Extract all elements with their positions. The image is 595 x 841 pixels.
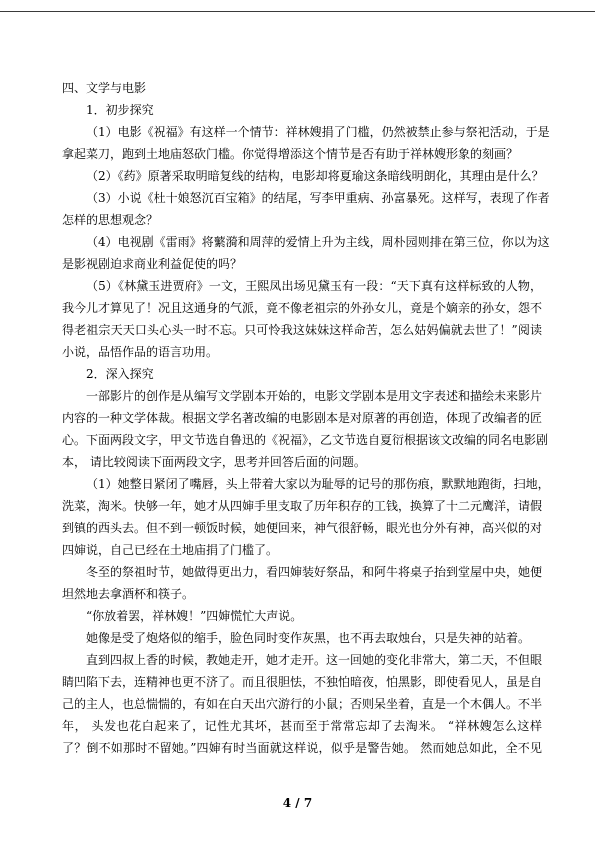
intro-text-line: 本， 请比较阅读下面两段文字，思考并回答后面的问题。 (62, 455, 366, 469)
excerpt-text-line: （1）她整日紧闭了嘴唇，头上带着大家以为耻辱的记号的那伤痕，默默地跑街，扫地， (86, 477, 550, 491)
question-5 (62, 275, 542, 363)
question-text-line: （4）电视剧《雷雨》将蘩漪和周萍的爱情上升为主线，周朴园则排在第三位，你以为这 (86, 235, 550, 249)
question-text-line: 是影视剧迫求商业利益促使的吗？ (62, 257, 243, 271)
intro-text-line: 内容的一种文学体裁。根据文学名著改编的电影剧本是对原著的再创造，体现了改编者的匠 (62, 411, 543, 425)
subsection-heading-in-depth: 2．深入探究 (86, 367, 154, 381)
question-1 (62, 121, 550, 165)
excerpt-text-line: 了？倒不如那时不留她。”四婶有时当面就这样说，似乎是警告她。 然而她总如此，全不见 (62, 741, 542, 755)
question-text-line: （1）电影《祝福》有这样一个情节：祥林嫂捐了门槛，仍然被禁止参与祭祀活动，于是 (86, 125, 550, 139)
excerpt-text-line: 四婶说，自己已经在土地庙捐了门槛了。 (62, 543, 279, 557)
question-text-line: （5）《林黛玉进贾府》一文，王熙凤出场见黛玉有一段：“天下真有这样标致的人物， (86, 279, 542, 293)
excerpt-text-line: 己的主人，也总惴惴的，有如在白天出穴游行的小鼠；否则呆坐着，直是一个木偶人。不半 (62, 697, 543, 711)
intro-text-line: 一部影片的创作是从编写文学剧本开始的，电影文学剧本是用文字表述和描绘未来影片 (86, 389, 543, 403)
excerpt-paragraph (62, 627, 542, 649)
excerpt-paragraph (62, 473, 550, 561)
excerpt-text-line: “你放着罢，祥林嫂！”四婶慌忙大声说。 (86, 609, 303, 623)
section-title: 四、文学与电影 (62, 81, 147, 95)
excerpt-text-line: 冬至的祭祖时节，她做得更出力，看四婶装好祭品，和阿牛将桌子抬到堂屋中央，她便 (86, 565, 543, 579)
header-rule (0, 11, 595, 12)
question-2 (62, 165, 542, 187)
excerpt-paragraph (62, 561, 542, 605)
in-depth-intro (62, 385, 549, 473)
excerpt-paragraph (62, 649, 542, 759)
excerpt-text-line: 年， 头发也花白起来了，记性尤其坏，甚而至于常常忘却了去淘米。 “祥林嫂怎么这样 (62, 719, 542, 733)
excerpt-text-line: 直到四叔上香的时候，教她走开，她才走开。这一回她的变化非常大，第二天，不但眼 (86, 653, 543, 667)
page-number: 4 / 7 (282, 796, 313, 810)
excerpt-text-line: 她像是受了炮烙似的缩手，脸色同时变作灰黑，也不再去取烛台，只是失神的站着。 (86, 631, 531, 645)
question-text-line: 拿起菜刀，跑到土地庙怒砍门槛。你觉得增添这个情节是否有助于祥林嫂形象的刻画？ (62, 147, 519, 161)
excerpt-text-line: 洗菜，淘米。快够一年，她才从四婶手里支取了历年积存的工钱，换算了十二元鹰洋，请假 (62, 499, 543, 513)
subsection-heading-preliminary: 1．初步探究 (86, 103, 154, 117)
question-text-line: 得老祖宗天天口头心头一时不忘。只可怜我这妹妹这样命苦，怎么姑妈偏就去世了！”阅读 (62, 323, 542, 337)
document-body (62, 77, 550, 759)
question-text-line: （2）《药》原著采取明暗复线的结构，电影却将夏瑜这条暗线明朗化，其理由是什么？ (86, 169, 544, 183)
question-4 (62, 231, 550, 275)
excerpt-paragraph (62, 605, 542, 627)
excerpt-text-line: 到镇的西头去。但不到一顿饭时候，她便回来，神气很舒畅，眼光也分外有神，高兴似的对 (62, 521, 543, 535)
question-text-line: （3）小说《杜十娘怒沉百宝箱》的结尾，写李甲重病、孙富暴死。这样写，表现了作者 (86, 191, 550, 205)
excerpt-text-line: 坦然地去拿酒杯和筷子。 (62, 587, 195, 601)
question-3 (62, 187, 550, 231)
excerpt-text-line: 睛凹陷下去，连精神也更不济了。而且很胆怯，不独怕暗夜，怕黑影，即使看见人，虽是自 (62, 675, 543, 689)
intro-text-line: 心。下面两段文字，甲文节选自鲁迅的《祝福》，乙文节选自夏衍根据该文改编的同名电影剧 (62, 433, 549, 447)
question-text-line: 怎样的思想观念？ (62, 213, 159, 227)
question-text-line: 我今儿才算见了！况且这通身的气派，竟不像老祖宗的外孙女儿，竟是个嫡亲的孙女，怨不 (62, 301, 543, 315)
question-text-line: 小说，品悟作品的语言功用。 (62, 345, 219, 359)
